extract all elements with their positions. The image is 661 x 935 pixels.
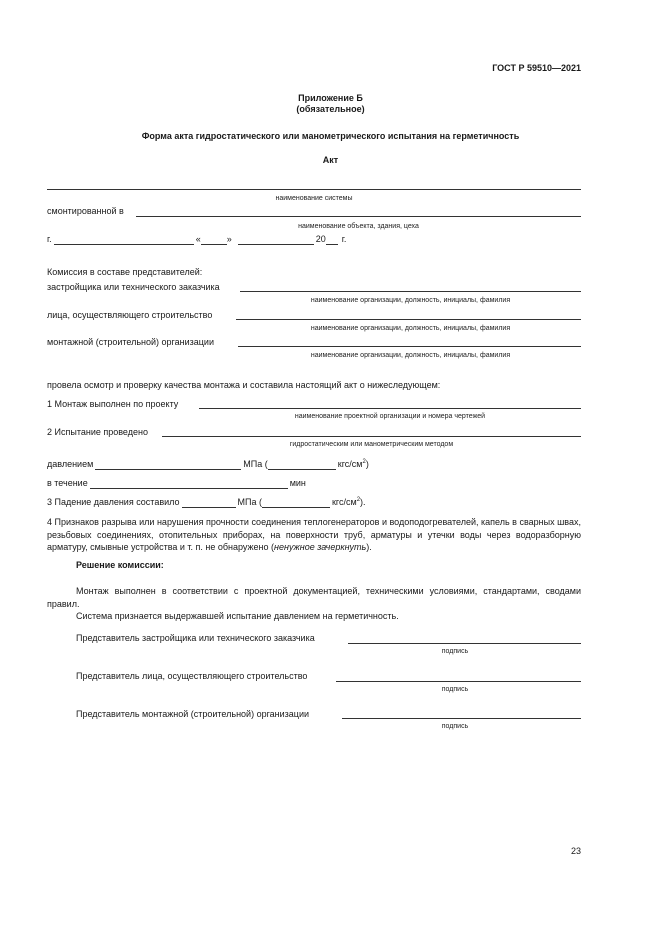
commission-label: Комиссия в составе представителей: <box>47 267 203 277</box>
pressure-kgf-field[interactable] <box>268 460 336 470</box>
page-number: 23 <box>570 846 581 856</box>
duration-field[interactable] <box>90 479 288 489</box>
builder-line[interactable] <box>236 319 581 320</box>
quote-open: « <box>195 234 201 244</box>
installer-caption: наименование организации, должность, инициалы, фамилия <box>310 352 511 359</box>
city-label: г. <box>47 234 52 244</box>
decision-paragraph-1: Монтаж выполнен в соответствии с проектной документацией, техническими условиями, стандартами, сводами правил. <box>47 586 581 609</box>
signature-builder-caption: подпись <box>441 686 469 693</box>
pressure-row <box>47 459 369 470</box>
year-suffix: г. <box>341 234 347 244</box>
signature-developer-label: Представитель застройщика или технического заказчика <box>76 633 315 643</box>
developer-line[interactable] <box>240 291 581 292</box>
decision-paragraph-2: Система признается выдержавшей испытание давлением на герметичность. <box>76 611 399 621</box>
kgf-label: кгс/$см^2$) <box>337 459 369 469</box>
project-line[interactable] <box>199 408 581 409</box>
installer-label: монтажной (строительной) организации <box>47 337 214 347</box>
during-label: в течение <box>47 478 88 488</box>
quote-close: » <box>226 234 232 244</box>
method-line[interactable] <box>162 436 581 437</box>
mounted-in-label: смонтированной в <box>47 206 124 216</box>
signature-builder-line[interactable] <box>336 681 581 682</box>
duration-row <box>47 478 306 489</box>
system-name-line[interactable] <box>47 189 581 190</box>
city-field[interactable] <box>54 235 194 245</box>
drop-mpa-field[interactable] <box>182 498 236 508</box>
year-prefix: 20 <box>315 234 326 244</box>
city-date-row <box>47 234 346 245</box>
item2-label: 2 Испытание проведено <box>47 427 148 437</box>
kgf2-label: кгс/$см^2$). <box>331 497 366 507</box>
item4-paragraph: 4 Признаков разрыва или нарушения прочности соединения теплогенераторов и водоподогревателей, капель в сварных швах, резьбовых соединениях, отопительных приборах, на поверхности труб, арматуры и утечки воды через водоразборную арматуру, смывные устройства и т. п. не обнаружено (ненужное зачеркнуть). <box>47 517 581 552</box>
mpa-label: МПа ( <box>243 459 268 469</box>
system-caption: наименование системы <box>275 195 353 202</box>
developer-caption: наименование организации, должность, инициалы, фамилия <box>310 297 511 304</box>
mpa2-label: МПа ( <box>237 497 262 507</box>
signature-installer-label: Представитель монтажной (строительной) организации <box>76 709 310 719</box>
signature-installer-caption: подпись <box>441 723 469 730</box>
appendix-status: (обязательное) <box>296 104 365 114</box>
act-title: Акт <box>322 155 339 165</box>
signature-developer-caption: подпись <box>441 648 469 655</box>
installer-line[interactable] <box>238 346 581 347</box>
item1-label: 1 Монтаж выполнен по проекту <box>47 399 179 409</box>
signature-builder-label: Представитель лица, осуществляющего строительство <box>76 671 308 681</box>
item3-label: 3 Падение давления составило <box>47 497 180 507</box>
object-name-line[interactable] <box>136 216 581 217</box>
drop-kgf-field[interactable] <box>262 498 330 508</box>
signature-installer-line[interactable] <box>342 718 581 719</box>
pressure-label: давлением <box>47 459 94 469</box>
appendix-title: Приложение Б <box>298 93 363 103</box>
strike-note: ненужное зачеркнуть <box>274 542 367 552</box>
object-caption: наименование объекта, здания, цеха <box>298 223 419 230</box>
pressure-mpa-field[interactable] <box>95 460 241 470</box>
developer-label: застройщика или технического заказчика <box>47 282 220 292</box>
form-title: Форма акта гидростатического или манометрического испытания на герметичность <box>141 131 520 141</box>
method-caption: гидростатическим или манометрическим методом <box>289 441 454 448</box>
builder-caption: наименование организации, должность, инициалы, фамилия <box>310 325 511 332</box>
pressure-drop-row <box>47 497 366 508</box>
year-field[interactable] <box>326 235 338 245</box>
day-field[interactable] <box>201 235 227 245</box>
month-field[interactable] <box>238 235 314 245</box>
decision-title: Решение комиссии: <box>76 560 164 570</box>
standard-number: ГОСТ Р 59510—2021 <box>492 63 581 73</box>
project-caption: наименование проектной организации и номера чертежей <box>294 413 486 420</box>
signature-developer-line[interactable] <box>348 643 581 644</box>
builder-label: лица, осуществляющего строительство <box>47 310 213 320</box>
inspection-text: провела осмотр и проверку качества монтажа и составила настоящий акт о нижеследующем: <box>47 380 441 390</box>
min-label: мин <box>289 478 306 488</box>
